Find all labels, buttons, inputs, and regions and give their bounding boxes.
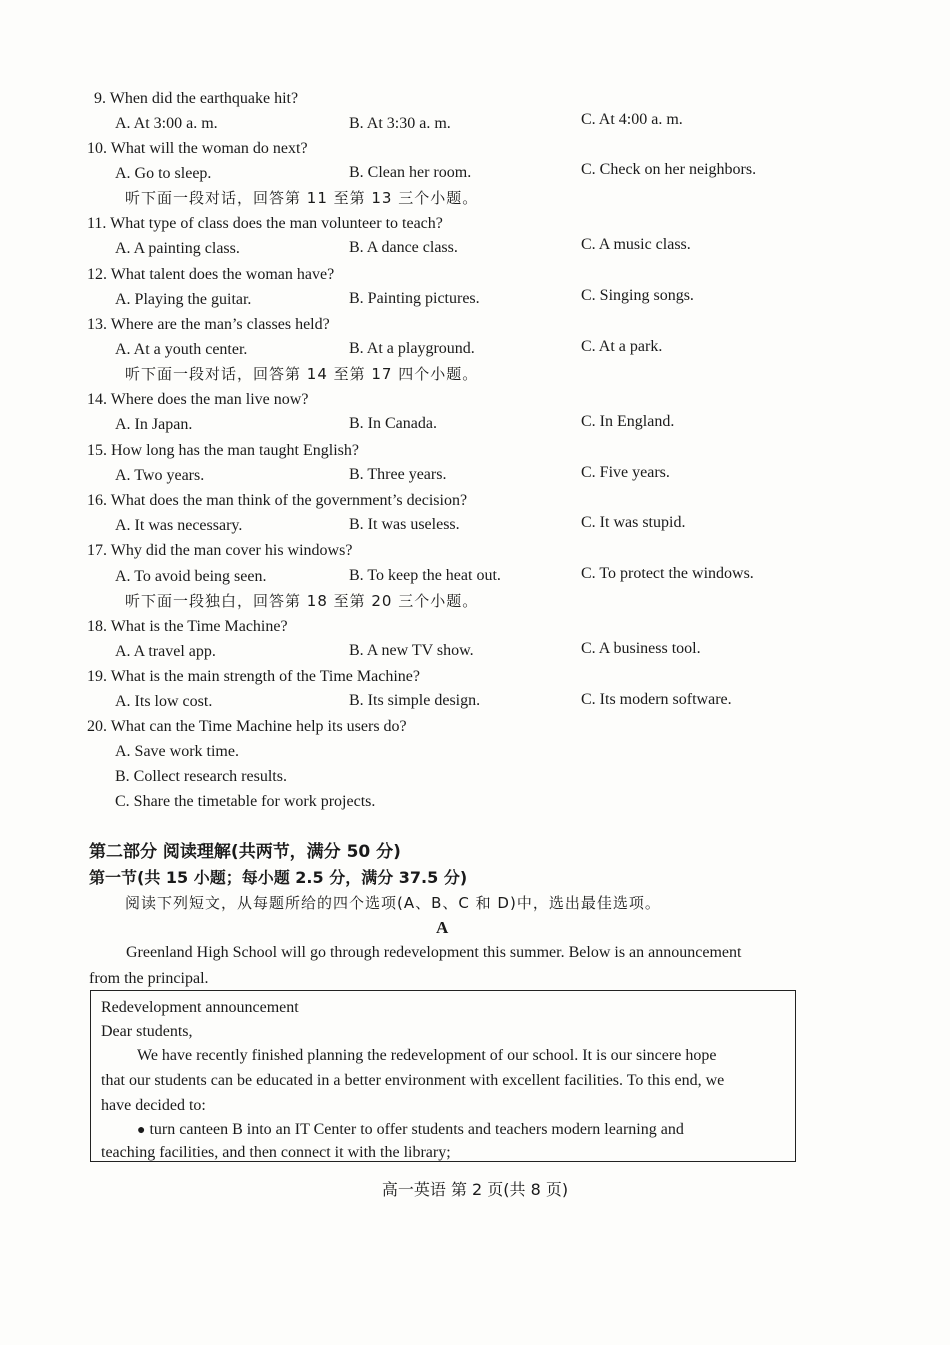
q15-option-a: A. Two years. xyxy=(115,467,205,484)
q14-option-c: C. In England. xyxy=(581,413,675,430)
q11-option-b: B. A dance class. xyxy=(349,239,458,256)
question-14: 14. Where does the man live now? xyxy=(87,391,309,408)
q10-option-a: A. Go to sleep. xyxy=(115,165,212,182)
question-10: 10. What will the woman do next? xyxy=(87,140,308,157)
question-18: 18. What is the Time Machine? xyxy=(87,618,288,635)
q12-option-b: B. Painting pictures. xyxy=(349,290,480,307)
intro-line-2: from the principal. xyxy=(89,970,209,987)
instruction-18-20: 听下面一段独白，回答第 18 至第 20 三个小题。 xyxy=(125,592,479,610)
section1-title: 第一节(共 15 小题；每小题 2.5 分，满分 37.5 分) xyxy=(89,868,468,887)
q20-option-a: A. Save work time. xyxy=(115,743,239,760)
announcement-bullet-line2: teaching facilities, and then connect it with the library; xyxy=(101,1144,451,1161)
q19-option-c: C. Its modern software. xyxy=(581,691,732,708)
q19-option-b: B. Its simple design. xyxy=(349,692,481,709)
instruction-11-13: 听下面一段对话，回答第 11 至第 13 三个小题。 xyxy=(125,189,479,207)
q18-option-c: C. A business tool. xyxy=(581,640,701,657)
question-15: 15. How long has the man taught English? xyxy=(87,442,359,459)
announcement-bullet xyxy=(137,1118,684,1143)
announcement-heading: Redevelopment announcement xyxy=(101,999,299,1016)
q15-option-c: C. Five years. xyxy=(581,464,670,481)
part2-title: 第二部分 阅读理解(共两节，满分 50 分) xyxy=(89,842,401,862)
q9-option-c: C. At 4:00 a. m. xyxy=(581,111,683,128)
q12-option-c: C. Singing songs. xyxy=(581,287,694,304)
question-17: 17. Why did the man cover his windows? xyxy=(87,542,353,559)
q12-option-a: A. Playing the guitar. xyxy=(115,291,252,308)
q18-option-a: A. A travel app. xyxy=(115,643,216,660)
question-9: 9. When did the earthquake hit? xyxy=(94,90,299,107)
bullet-dot-icon: ● xyxy=(137,1123,146,1138)
q13-option-c: C. At a park. xyxy=(581,338,663,355)
q9-option-a: A. At 3:00 a. m. xyxy=(115,115,218,132)
q9-option-b: B. At 3:30 a. m. xyxy=(349,115,451,132)
announcement-box xyxy=(90,990,796,1162)
q14-option-b: B. In Canada. xyxy=(349,415,437,432)
question-12: 12. What talent does the woman have? xyxy=(87,266,335,283)
announcement-bullet-line1: turn canteen B into an IT Center to offer students and teachers modern learning and xyxy=(149,1121,684,1138)
q14-option-a: A. In Japan. xyxy=(115,416,193,433)
reading-directions: 阅读下列短文，从每题所给的四个选项(A、B、C 和 D)中，选出最佳选项。 xyxy=(125,894,661,912)
passage-letter: A xyxy=(436,918,449,937)
question-19: 19. What is the main strength of the Time Machine? xyxy=(87,668,420,685)
page-footer: 高一英语 第 2 页(共 8 页) xyxy=(381,1180,569,1199)
q20-option-c: C. Share the timetable for work projects. xyxy=(115,793,376,810)
q16-option-b: B. It was useless. xyxy=(349,516,460,533)
q17-option-b: B. To keep the heat out. xyxy=(349,567,501,584)
announcement-p1-line2: that our students can be educated in a better environment with excellent facilities. To this end, we xyxy=(101,1072,725,1089)
question-13: 13. Where are the man’s classes held? xyxy=(87,316,330,333)
question-20: 20. What can the Time Machine help its users do? xyxy=(87,718,407,735)
q11-option-c: C. A music class. xyxy=(581,236,691,253)
announcement-p1-line3: have decided to: xyxy=(101,1097,206,1114)
q11-option-a: A. A painting class. xyxy=(115,240,240,257)
q10-option-b: B. Clean her room. xyxy=(349,164,472,181)
q16-option-a: A. It was necessary. xyxy=(115,517,243,534)
q13-option-b: B. At a playground. xyxy=(349,340,475,357)
q10-option-c: C. Check on her neighbors. xyxy=(581,161,757,178)
q13-option-a: A. At a youth center. xyxy=(115,341,248,358)
question-11: 11. What type of class does the man volunteer to teach? xyxy=(87,215,443,232)
q20-option-b: B. Collect research results. xyxy=(115,768,287,785)
announcement-greeting: Dear students, xyxy=(101,1023,193,1040)
q17-option-c: C. To protect the windows. xyxy=(581,565,754,582)
question-16: 16. What does the man think of the government’s decision? xyxy=(87,492,468,509)
q16-option-c: C. It was stupid. xyxy=(581,514,686,531)
q18-option-b: B. A new TV show. xyxy=(349,642,474,659)
q15-option-b: B. Three years. xyxy=(349,466,447,483)
q19-option-a: A. Its low cost. xyxy=(115,693,213,710)
intro-line-1: Greenland High School will go through redevelopment this summer. Below is an announcement xyxy=(126,944,742,961)
instruction-14-17: 听下面一段对话，回答第 14 至第 17 四个小题。 xyxy=(125,365,479,383)
announcement-p1-line1: We have recently finished planning the redevelopment of our school. It is our sincere hope xyxy=(137,1047,717,1064)
q17-option-a: A. To avoid being seen. xyxy=(115,568,267,585)
